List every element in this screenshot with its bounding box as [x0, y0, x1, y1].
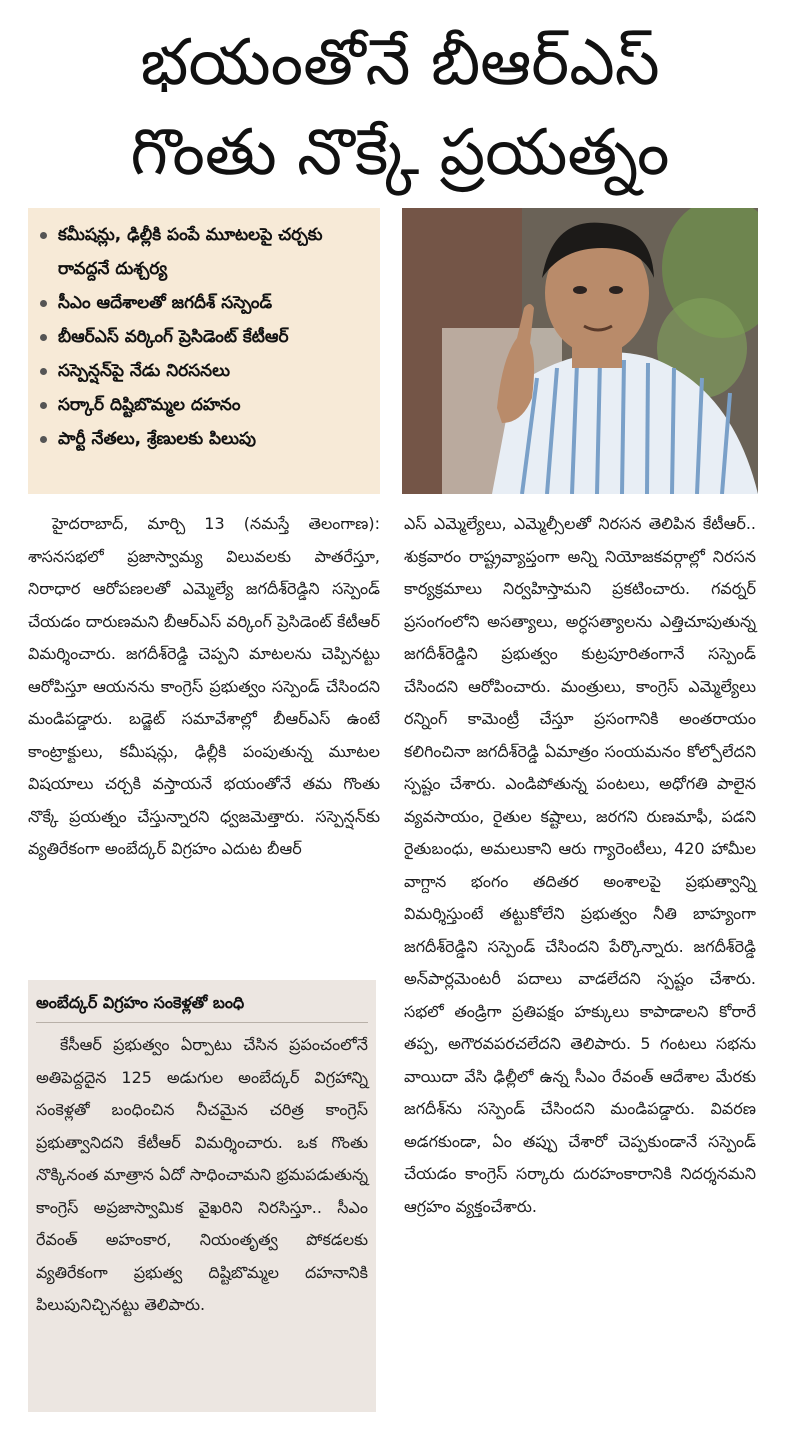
box-title: అంబేద్కర్ విగ్రహం సంకెళ్లతో బంధి	[36, 988, 368, 1023]
article-paragraph: ఎస్ ఎమ్మెల్యేలు, ఎమ్మెల్సీలతో నిరసన తెలిపిన కేటీఆర్.. శుక్రవారం రాష్ట్రవ్యాప్తంగా అన్ని నియోజకవర్గాల్లో నిరసన కార్యక్రమాలు నిర్వహిస్తామని ప్రకటించారు. గవర్నర్ ప్రసంగంలోని అసత్యాలు, అర్ధసత్యాలను ఎత్తిచూపుతున్న జగదీశ్‌రెడ్డిని ప్రభుత్వం కుట్రపూరితంగానే సస్పెండ్ చేసిందని ఆరోపించారు. మంత్రులు, కాంగ్రెస్ ఎమ్మెల్యేలు రన్నింగ్ కామెంట్రీ చేస్తూ ప్రసంగానికి అంతరాయం కలిగించినా జగదీశ్‌రెడ్డి ఏమాత్రం సంయమనం కోల్పోలేదని స్పష్టం చేశారు. ఎండిపోతున్న పంటలు, అధోగతి పాలైన వ్యవసాయం, రైతుల కష్టాలు, జరగని రుణమాఫీ, పడని రైతుబంధు, అమలుకాని ఆరు గ్యారెంటీలు, 420 హామీల వాగ్దాన భంగం తదితర అంశాలపై ప్రభుత్వాన్ని విమర్శిస్తుంటే తట్టుకోలేని ప్రభుత్వం నీతి బాహ్యంగా జగదీశ్‌రెడ్డిని సస్పెండ్ చేసిందని పేర్కొన్నారు. జగదీశ్‌రెడ్డి అన్‌పార్లమెంటరీ పదాలు వాడలేదని స్పష్టం చేశారు. సభలో తండ్రిగా ప్రతిపక్షం హక్కులు కాపాడాలని కోరారే తప్ప, అగౌరవపరచలేదని తెలిపారు. 5 గంటలు సభను వాయిదా వేసి ఢిల్లీలో ఉన్న సీఎం రేవంత్ ఆదేశాల మేరకు జగదీశ్‌ను సస్పెండ్ చేసిందని మండిపడ్డారు. వివరణ అడగకుండా, ఏం తప్పు చేశారో చెప్పకుండానే సస్పెండ్ చేయడం కాంగ్రెస్ సర్కారు దురహంకారానికి నిదర్శనమని ఆగ్రహం వ్యక్తంచేశారు.	[404, 514, 756, 1216]
bullet-icon	[40, 368, 47, 375]
highlight-text: బీఆర్ఎస్ వర్కింగ్ ప్రెసిడెంట్ కేటీఆర్	[58, 327, 289, 347]
box-paragraph: కేసీఆర్ ప్రభుత్వం ఏర్పాటు చేసిన ప్రపంచంలోనే అతిపెద్దదైన 125 అడుగుల అంబేద్కర్ విగ్రహాన్ని సంకెళ్లతో బంధించిన నీచమైన చరిత్ర కాంగ్రెస్ ప్రభుత్వానిదని కేటీఆర్ విమర్శించారు. ఒక గొంతు నొక్కినంత మాత్రాన ఏదో సాధించామని భ్రమపడుతున్న కాంగ్రెస్ అప్రజాస్వామిక వైఖరిని నిరసిస్తూ.. సీఎం రేవంత్ అహంకార, నియంతృత్వ పోకడలకు వ్యతిరేకంగా ప్రభుత్వ దిష్టిబొమ్మల దహనానికి పిలుపునిచ్చినట్టు తెలిపారు.	[36, 1035, 368, 1314]
highlight-item	[36, 218, 372, 286]
highlight-text: కమీషన్లు, ఢిల్లీకి పంపే మూటలపై చర్చకు రావద్దనే దుశ్చర్య	[58, 225, 323, 279]
highlight-item	[36, 388, 372, 422]
bullet-icon	[40, 334, 47, 341]
highlight-text: పార్టీ నేతలు, శ్రేణులకు పిలుపు	[58, 429, 256, 449]
article-column-right	[404, 508, 756, 1223]
highlight-text: సీఎం ఆదేశాలతో జగదీశ్ సస్పెండ్	[58, 293, 273, 313]
headline-line-1: భయంతోనే బీఆర్ఎస్	[140, 26, 660, 100]
article-paragraph: హైదరాబాద్, మార్చి 13 (నమస్తే తెలంగాణ): శాసనసభలో ప్రజాస్వామ్య విలువలకు పాతరేస్తూ, నిరాధార ఆరోపణలతో ఎమ్మెల్యే జగదీశ్‌రెడ్డిని సస్పెండ్ చేయడం దారుణమని బీఆర్ఎస్ వర్కింగ్ ప్రెసిడెంట్ కేటీఆర్ విమర్శించారు. జగదీశ్‌రెడ్డి చెప్పని మాటలను చెప్పినట్టు ఆరోపిస్తూ ఆయనను కాంగ్రెస్ ప్రభుత్వం సస్పెండ్ చేసిందని మండిపడ్డారు. బడ్జెట్ సమావేశాల్లో బీఆర్ఎస్ ఉంటే కాంట్రాక్టులు, కమీషన్లు, ఢిల్లీకి పంపుతున్న మూటల విషయాలు చర్చకి వస్తాయనే భయంతోనే తమ గొంతు నొక్కే ప్రయత్నం చేస్తున్నారని ధ్వజమెత్తారు. సస్పెన్షన్‌కు వ్యతిరేకంగా అంబేద్కర్ విగ్రహం ఎదుట బీఆర్	[28, 514, 380, 858]
headline	[0, 18, 800, 198]
news-photo	[402, 208, 758, 494]
speaker-photo-illustration	[402, 208, 758, 494]
highlight-text: సస్పెన్షన్‌పై నేడు నిరసనలు	[58, 361, 231, 381]
highlight-item	[36, 320, 372, 354]
sidebar-box	[28, 980, 376, 1412]
highlight-item	[36, 354, 372, 388]
highlight-text: సర్కార్ దిష్టిబొమ్మల దహనం	[58, 395, 241, 415]
highlight-item	[36, 422, 372, 456]
article-column-left	[28, 508, 380, 866]
highlight-item	[36, 286, 372, 320]
bullet-icon	[40, 436, 47, 443]
highlights-list	[36, 218, 372, 456]
headline-line-2: గొంతు నొక్కే ప్రయత్నం	[130, 116, 670, 190]
bullet-icon	[40, 300, 47, 307]
bullet-icon	[40, 232, 47, 239]
highlights-box	[28, 208, 380, 494]
bullet-icon	[40, 402, 47, 409]
